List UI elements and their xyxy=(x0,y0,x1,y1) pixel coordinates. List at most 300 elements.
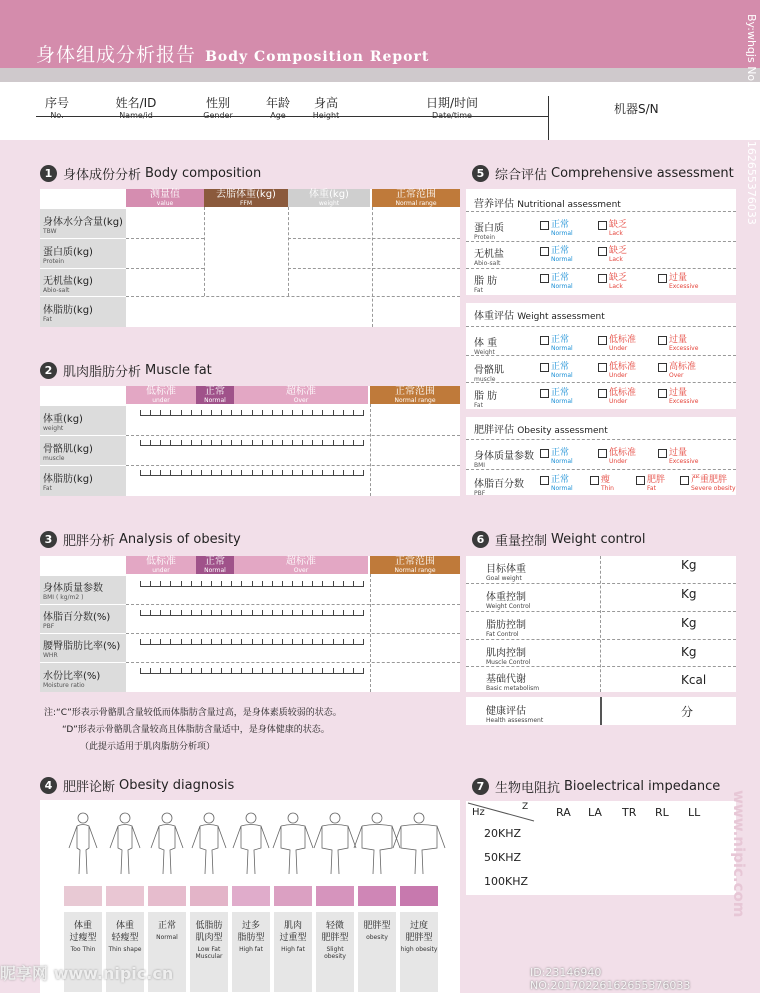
scale-tick xyxy=(231,410,232,415)
s5-fat-normal[interactable]: 正常 Normal xyxy=(540,274,573,290)
s5-w-muscle-normal[interactable]: 正常 Normal xyxy=(540,363,573,379)
type-cn2: 脂肪型 xyxy=(237,933,265,943)
scale-tick xyxy=(282,639,283,644)
scale-tick xyxy=(211,639,212,644)
s3-title: 3 肥胖分析 Analysis of obesity xyxy=(40,530,241,549)
s5-fat-lack[interactable]: 缺乏 Lack xyxy=(598,274,627,290)
scale-tick xyxy=(252,610,253,615)
s6-metabolism-unit: Kcal xyxy=(681,673,707,687)
scale-tick xyxy=(160,610,161,615)
scale-tick xyxy=(191,639,192,644)
scale-tick xyxy=(211,470,212,475)
scale-tick xyxy=(140,410,141,415)
scale-tick xyxy=(343,470,344,475)
s6-fat-unit: Kg xyxy=(681,616,697,630)
scale-tick xyxy=(262,610,263,615)
scale-tick xyxy=(221,440,222,445)
scale-tick xyxy=(231,610,232,615)
scale-tick xyxy=(231,639,232,644)
s1-row-fat: 体脂肪(kg) Fat xyxy=(40,297,126,327)
s3-hdr-range: 正常范围 Normal range xyxy=(370,556,460,574)
side-watermark: By:whqjs No:20170226162655376033 xyxy=(745,14,758,225)
field-datetime: 日期/时间 xyxy=(425,96,479,110)
obesity-type-card xyxy=(232,912,270,992)
scale-tick xyxy=(221,410,222,415)
type-cn2: 过瘦型 xyxy=(69,933,97,943)
bio-hz: Hz xyxy=(472,807,485,818)
scale-tick xyxy=(191,668,192,673)
type-cn1: 体重 xyxy=(73,921,92,931)
scale-tick xyxy=(333,668,334,673)
s1-row-salt: 无机盐(kg) Abio-salt xyxy=(40,269,126,296)
body-figure-icon xyxy=(151,813,183,874)
scale-tick xyxy=(322,410,323,415)
info-divider xyxy=(548,96,549,140)
scale-tick xyxy=(241,410,242,415)
scale-tick xyxy=(201,639,202,644)
scale-tick xyxy=(302,581,303,586)
scale-tick xyxy=(353,470,354,475)
scale-tick xyxy=(282,668,283,673)
scale-tick xyxy=(272,410,273,415)
id-watermark: ID:23146940 NO:20170226162655376033 xyxy=(530,966,691,992)
scale-tick xyxy=(170,581,171,586)
scale-tick xyxy=(170,470,171,475)
s6-muscle-unit: Kg xyxy=(681,645,697,659)
obesity-swatch xyxy=(64,886,102,906)
s2-hdr-over: 超标准 Over xyxy=(234,386,368,404)
s5-fat: 脂 肪 Fat xyxy=(474,276,498,294)
type-cn1: 过度 xyxy=(409,921,428,931)
obesity-type-card xyxy=(400,912,438,992)
s2-scale-weight xyxy=(140,408,364,416)
scale-tick xyxy=(333,610,334,615)
scale-tick xyxy=(353,668,354,673)
s3-row-whr: 腰臀脂肪比率(%) WHR xyxy=(40,634,126,662)
field-age: 年龄 xyxy=(265,96,290,110)
obesity-swatch xyxy=(316,886,354,906)
s5-w-muscle-over[interactable]: 高标准 Over xyxy=(658,363,696,379)
scale-tick xyxy=(262,639,263,644)
title-cn: 身体组成分析报告 xyxy=(36,44,197,66)
type-en: High fat xyxy=(281,946,305,953)
scale-tick xyxy=(191,610,192,615)
s6-health xyxy=(466,697,736,725)
scale-tick xyxy=(353,610,354,615)
scale-tick xyxy=(211,610,212,615)
s2-table xyxy=(40,386,460,496)
scale-tick xyxy=(262,410,263,415)
s5-bmi-normal[interactable]: 正常 Normal xyxy=(540,449,573,465)
scale-tick xyxy=(170,668,171,673)
s6-fat: 脂肪控制 Fat Control xyxy=(486,620,526,638)
s5-protein: 蛋白质 Protein xyxy=(474,223,504,241)
obesity-swatch xyxy=(400,886,438,906)
type-cn1: 轻微 xyxy=(325,921,344,931)
scale-tick xyxy=(181,470,182,475)
scale-tick xyxy=(170,440,171,445)
scale-tick xyxy=(181,610,182,615)
s5-pbf-severe[interactable]: 严重肥胖 Severe obesity xyxy=(680,476,736,492)
s5-fat-excess[interactable]: 过量 Excessive xyxy=(658,274,698,290)
scale-tick xyxy=(140,639,141,644)
scale-tick xyxy=(282,470,283,475)
s6-panel xyxy=(466,556,736,692)
s5-w-fat-normal[interactable]: 正常 Normal xyxy=(540,389,573,405)
s2-scale-muscle xyxy=(140,438,364,446)
body-figure-icon xyxy=(393,813,445,874)
s2-row-weight: 体重(kg) weight xyxy=(40,406,126,435)
type-cn1: 过多 xyxy=(241,921,260,931)
scale-tick xyxy=(282,610,283,615)
field-no: 序号 xyxy=(44,96,69,110)
type-en: High fat xyxy=(239,946,263,953)
scale-tick xyxy=(252,581,253,586)
s3-row-bmi: 身体质量参数 BMI ( kg/m2 ) xyxy=(40,576,126,604)
s5-w-fat: 脂 肪 Fat xyxy=(474,391,498,409)
scale-tick xyxy=(231,668,232,673)
s5-w-weight-normal[interactable]: 正常 Normal xyxy=(540,336,573,352)
scale-tick xyxy=(292,470,293,475)
machine-sn: 机器S/N xyxy=(614,102,659,116)
type-cn2: 肌肉型 xyxy=(195,933,223,943)
scale-tick xyxy=(363,440,364,445)
s5-w-fat-excess[interactable]: 过量 Excessive xyxy=(658,389,698,405)
s3-row-pbf: 体脂百分数(%) PBF xyxy=(40,605,126,633)
note-d: “D”形表示骨骼肌含量较高且体脂肪含量适中，是身体健康的状态。 xyxy=(62,725,330,735)
s5-bmi-under[interactable]: 低标准 Under xyxy=(598,449,636,465)
s3-scale-whr xyxy=(140,637,364,645)
type-en: Low Fat Muscular xyxy=(195,946,223,960)
s3-scale-bmi xyxy=(140,579,364,587)
scale-tick xyxy=(322,610,323,615)
scale-tick xyxy=(201,410,202,415)
scale-tick xyxy=(272,470,273,475)
scale-tick xyxy=(272,668,273,673)
body-figure-icon xyxy=(273,813,313,874)
obesity-swatch xyxy=(232,886,270,906)
s1-table xyxy=(40,189,460,327)
s1-hdr-range: 正常范围 Normal range xyxy=(372,189,460,207)
scale-tick xyxy=(363,410,364,415)
s4-title: 4 肥胖论断 Obesity diagnosis xyxy=(40,776,234,795)
scale-tick xyxy=(231,470,232,475)
scale-tick xyxy=(191,581,192,586)
type-en: Normal xyxy=(156,934,178,941)
scale-tick xyxy=(140,668,141,673)
scale-tick xyxy=(150,668,151,673)
scale-tick xyxy=(221,610,222,615)
obesity-type-card xyxy=(316,912,354,992)
s5-salt-lack[interactable]: 缺乏 Lack xyxy=(598,247,627,263)
scale-tick xyxy=(302,639,303,644)
scale-tick xyxy=(150,581,151,586)
obesity-swatch xyxy=(358,886,396,906)
scale-tick xyxy=(181,410,182,415)
logo-watermark: 昵享网 www.nipic.cn xyxy=(0,964,174,983)
scale-tick xyxy=(272,639,273,644)
scale-tick xyxy=(170,610,171,615)
s5-w-weight-under[interactable]: 低标准 Under xyxy=(598,336,636,352)
scale-tick xyxy=(191,440,192,445)
bio-freq-100: 100KHZ xyxy=(484,875,529,888)
scale-tick xyxy=(160,440,161,445)
scale-tick xyxy=(140,581,141,586)
scale-tick xyxy=(333,470,334,475)
body-figure-icon xyxy=(69,813,97,874)
s6-goal-unit: Kg xyxy=(681,558,697,572)
s3-hdr-over: 超标准 Over xyxy=(234,556,368,574)
obesity-swatch xyxy=(274,886,312,906)
type-cn2: 肥胖型 xyxy=(321,933,349,943)
obesity-swatch xyxy=(190,886,228,906)
type-en: Slight obesity xyxy=(324,946,346,960)
body-figures xyxy=(40,808,460,880)
s2-scale-fat xyxy=(140,468,364,476)
scale-tick xyxy=(322,639,323,644)
scale-tick xyxy=(343,639,344,644)
scale-tick xyxy=(211,440,212,445)
scale-tick xyxy=(170,410,171,415)
scale-tick xyxy=(211,581,212,586)
scale-tick xyxy=(201,581,202,586)
scale-tick xyxy=(302,668,303,673)
type-cn1: 体重 xyxy=(115,921,134,931)
scale-tick xyxy=(272,440,273,445)
field-height: 身高 xyxy=(313,96,338,110)
scale-tick xyxy=(363,639,364,644)
note-c: 注:“C”形表示骨骼肌含量较低而体脂肪含量过高，是身体素质较弱的状态。 xyxy=(44,708,342,718)
scale-tick xyxy=(302,440,303,445)
scale-tick xyxy=(272,581,273,586)
scale-tick xyxy=(221,470,222,475)
scale-tick xyxy=(333,581,334,586)
bio-col-rl: RL xyxy=(655,806,669,819)
s3-scale-pbf xyxy=(140,608,364,616)
scale-tick xyxy=(282,581,283,586)
s5-w-weight-excess[interactable]: 过量 Excessive xyxy=(658,336,698,352)
scale-tick xyxy=(292,639,293,644)
s5-pbf-normal[interactable]: 正常 Normal xyxy=(540,476,573,492)
scale-tick xyxy=(312,581,313,586)
obesity-type-card xyxy=(358,912,396,992)
body-figure-icon xyxy=(192,813,226,874)
s1-hdr-weight: 体重(kg) weight xyxy=(288,189,370,207)
bio-col-ra: RA xyxy=(556,806,571,819)
scale-tick xyxy=(353,639,354,644)
scale-tick xyxy=(292,410,293,415)
body-figure-icon xyxy=(110,813,140,874)
scale-tick xyxy=(252,470,253,475)
s6-muscle: 肌肉控制 Muscle Control xyxy=(486,648,531,666)
scale-tick xyxy=(160,639,161,644)
s2-hdr-normal: 正常 Normal xyxy=(196,386,234,404)
scale-tick xyxy=(181,440,182,445)
scale-tick xyxy=(262,668,263,673)
scale-tick xyxy=(333,639,334,644)
type-en: Too Thin xyxy=(70,946,96,953)
scale-tick xyxy=(140,470,141,475)
body-figure-icon xyxy=(354,813,400,874)
body-figure-icon xyxy=(233,813,269,874)
report-header xyxy=(0,0,760,70)
s5-pbf-thin[interactable]: 瘦 Thin xyxy=(590,476,614,492)
type-cn2: 轻瘦型 xyxy=(111,933,139,943)
scale-tick xyxy=(201,610,202,615)
nutrition-heading: 营养评估 Nutritional assessment xyxy=(474,199,621,210)
s5-bmi-excess[interactable]: 过量 Excessive xyxy=(658,449,698,465)
s1-hdr-ffm: 去脂体重(kg) FFM xyxy=(204,189,288,207)
scale-tick xyxy=(160,410,161,415)
scale-tick xyxy=(292,581,293,586)
scale-tick xyxy=(181,668,182,673)
s7-panel xyxy=(466,801,736,895)
scale-tick xyxy=(231,581,232,586)
type-cn2: 肥胖型 xyxy=(405,933,433,943)
scale-tick xyxy=(150,440,151,445)
scale-tick xyxy=(211,668,212,673)
scale-tick xyxy=(343,610,344,615)
scale-tick xyxy=(160,470,161,475)
s1-row-protein: 蛋白质(kg) Protein xyxy=(40,239,126,268)
type-cn1: 肌肉 xyxy=(283,921,302,931)
scale-tick xyxy=(343,581,344,586)
s5-title: 5 综合评估 Comprehensive assessment xyxy=(472,164,734,183)
obesity-type-card xyxy=(274,912,312,992)
s5-w-muscle-under[interactable]: 低标准 Under xyxy=(598,363,636,379)
s5-protein-lack[interactable]: 缺乏 Lack xyxy=(598,221,627,237)
s1-title: 1 身体成份分析 Body composition xyxy=(40,164,261,183)
scale-tick xyxy=(312,639,313,644)
s6-health-unit: 分 xyxy=(681,705,694,719)
scale-tick xyxy=(292,610,293,615)
s3-hdr-under: 低标准 under xyxy=(126,556,196,574)
s5-pbf-fat[interactable]: 肥胖 Fat xyxy=(636,476,665,492)
s6-weight-unit: Kg xyxy=(681,587,697,601)
s6-goal: 目标体重 Goal weight xyxy=(486,564,526,582)
scale-tick xyxy=(150,410,151,415)
scale-tick xyxy=(363,581,364,586)
scale-tick xyxy=(282,440,283,445)
type-en: Thin shape xyxy=(108,946,142,953)
s1-hdr-value: 测量值 value xyxy=(126,189,204,207)
s5-w-fat-under[interactable]: 低标准 Under xyxy=(598,389,636,405)
s7-title: 7 生物电阻抗 Bioelectrical impedance xyxy=(472,777,720,796)
s5-bmi: 身体质量参数 BMI xyxy=(474,451,534,469)
scale-tick xyxy=(241,470,242,475)
scale-tick xyxy=(343,440,344,445)
body-figure-icon xyxy=(314,813,356,874)
scale-tick xyxy=(302,470,303,475)
s5-panel xyxy=(466,189,736,495)
scale-tick xyxy=(221,639,222,644)
scale-tick xyxy=(322,668,323,673)
s6-title: 6 重量控制 Weight control xyxy=(472,530,646,549)
s5-pbf: 体脂百分数 PBF xyxy=(474,479,524,497)
s2-hdr-range: 正常范围 Normal range xyxy=(370,386,460,404)
scale-tick xyxy=(191,410,192,415)
scale-tick xyxy=(241,610,242,615)
bio-col-ll: LL xyxy=(688,806,701,819)
scale-tick xyxy=(241,581,242,586)
scale-tick xyxy=(201,668,202,673)
scale-tick xyxy=(140,610,141,615)
scale-tick xyxy=(221,668,222,673)
s5-w-weight: 体 重 Weight xyxy=(474,338,498,356)
obesity-assess-heading: 肥胖评估 Obesity assessment xyxy=(474,425,608,436)
type-cn1: 肥胖型 xyxy=(363,921,391,931)
grey-strip xyxy=(0,68,760,82)
scale-tick xyxy=(363,470,364,475)
scale-tick xyxy=(241,440,242,445)
scale-tick xyxy=(343,410,344,415)
scale-tick xyxy=(150,639,151,644)
scale-tick xyxy=(312,668,313,673)
scale-tick xyxy=(312,610,313,615)
scale-tick xyxy=(160,668,161,673)
scale-tick xyxy=(333,440,334,445)
scale-tick xyxy=(252,440,253,445)
type-cn2: 过重型 xyxy=(279,933,307,943)
scale-tick xyxy=(241,639,242,644)
scale-tick xyxy=(322,581,323,586)
weight-assess-heading: 体重评估 Weight assessment xyxy=(474,311,605,322)
type-cn1: 低脂肪 xyxy=(195,921,223,931)
bio-freq-50: 50KHZ xyxy=(484,851,522,864)
s5-protein-normal[interactable]: 正常 Normal xyxy=(540,221,573,237)
scale-tick xyxy=(262,440,263,445)
scale-tick xyxy=(181,581,182,586)
scale-tick xyxy=(322,470,323,475)
type-cn1: 正常 xyxy=(157,921,176,931)
scale-tick xyxy=(363,668,364,673)
type-en: obesity xyxy=(366,934,388,941)
scale-tick xyxy=(272,610,273,615)
s5-salt-normal[interactable]: 正常 Normal xyxy=(540,247,573,263)
scale-tick xyxy=(160,581,161,586)
scale-tick xyxy=(353,440,354,445)
s3-table xyxy=(40,556,460,692)
bio-z: Z xyxy=(522,802,529,812)
scale-tick xyxy=(353,581,354,586)
scale-tick xyxy=(312,440,313,445)
obesity-swatch xyxy=(106,886,144,906)
side-watermark-2: www.nipic.com xyxy=(730,790,748,918)
scale-tick xyxy=(282,410,283,415)
s1-row-tbw: 身体水分含量(kg) TBW xyxy=(40,209,126,238)
note-applies: （此提示适用于肌肉脂肪分析项） xyxy=(80,742,216,752)
scale-tick xyxy=(241,668,242,673)
s5-w-muscle: 骨骼肌 muscle xyxy=(474,365,504,383)
scale-tick xyxy=(312,410,313,415)
scale-tick xyxy=(333,410,334,415)
scale-tick xyxy=(262,470,263,475)
scale-tick xyxy=(302,410,303,415)
scale-tick xyxy=(211,410,212,415)
scale-tick xyxy=(231,440,232,445)
s2-row-fat: 体脂肪(kg) Fat xyxy=(40,466,126,496)
scale-tick xyxy=(150,470,151,475)
s6-weight: 体重控制 Weight Control xyxy=(486,592,531,610)
s2-hdr-under: 低标准 under xyxy=(126,386,196,404)
s5-salt: 无机盐 Abio-salt xyxy=(474,249,504,267)
scale-tick xyxy=(201,470,202,475)
type-en: high obesity xyxy=(400,946,438,953)
obesity-type-card xyxy=(190,912,228,992)
scale-tick xyxy=(252,668,253,673)
scale-tick xyxy=(191,470,192,475)
scale-tick xyxy=(302,610,303,615)
